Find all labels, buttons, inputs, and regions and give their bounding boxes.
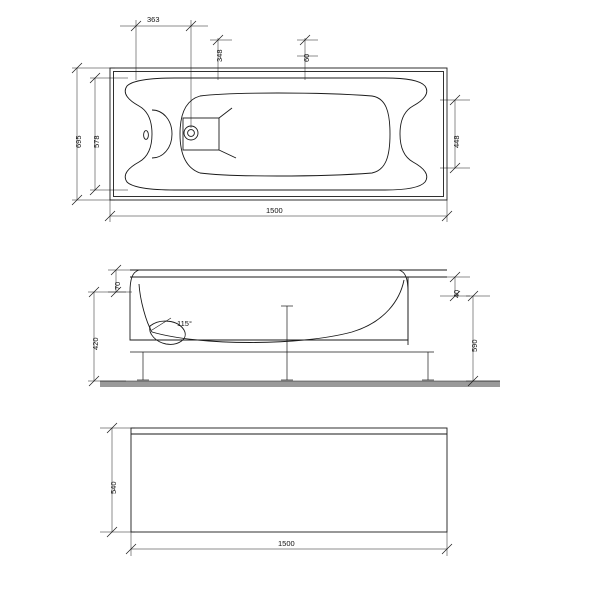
basin-left-inner-edge <box>152 110 172 158</box>
overflow-hole <box>144 131 149 140</box>
panel-outer-rect <box>131 428 447 532</box>
top-view-inner-rim <box>114 72 444 197</box>
top-view-dimensions <box>72 20 470 222</box>
fitting-leader-2 <box>219 150 236 158</box>
section-dimensions <box>88 265 500 386</box>
basin-floor-path <box>200 93 390 176</box>
dim-label-40: 40 <box>452 289 461 298</box>
section-body-outline <box>130 270 408 340</box>
section-basin-curve <box>152 280 404 343</box>
dim-label-695: 695 <box>74 135 83 148</box>
dim-label-540: 540 <box>109 481 118 494</box>
dim-label-1500-panel: 1500 <box>278 539 295 548</box>
drain-plate <box>183 118 219 150</box>
drain-hole-inner <box>188 130 195 137</box>
dim-label-1500-top: 1500 <box>266 206 283 215</box>
top-view-basin-outline <box>125 78 427 190</box>
floor-bar <box>100 381 500 387</box>
section-angle-leader <box>152 318 171 330</box>
dim-label-70: 70 <box>113 281 122 290</box>
basin-curve-path <box>125 78 427 190</box>
fitting-leader-1 <box>219 108 232 118</box>
top-view-outer-rim <box>110 68 447 200</box>
dim-label-590: 590 <box>470 339 479 352</box>
top-view <box>110 68 447 200</box>
section-left-end <box>139 284 152 332</box>
front-panel-view <box>131 428 447 532</box>
floor-line <box>100 381 500 387</box>
dim-label-448: 448 <box>452 135 461 148</box>
dim-label-363: 363 <box>147 15 160 24</box>
dim-label-115-deg: 115° <box>177 319 192 328</box>
top-view-fittings <box>144 108 236 158</box>
panel-dimensions <box>100 423 452 556</box>
dim-label-60: 60 <box>302 53 311 62</box>
dim-label-578: 578 <box>92 135 101 148</box>
dim-label-348: 348 <box>215 49 224 62</box>
dim-label-420: 420 <box>91 337 100 350</box>
drain-hole-outer <box>184 126 198 140</box>
